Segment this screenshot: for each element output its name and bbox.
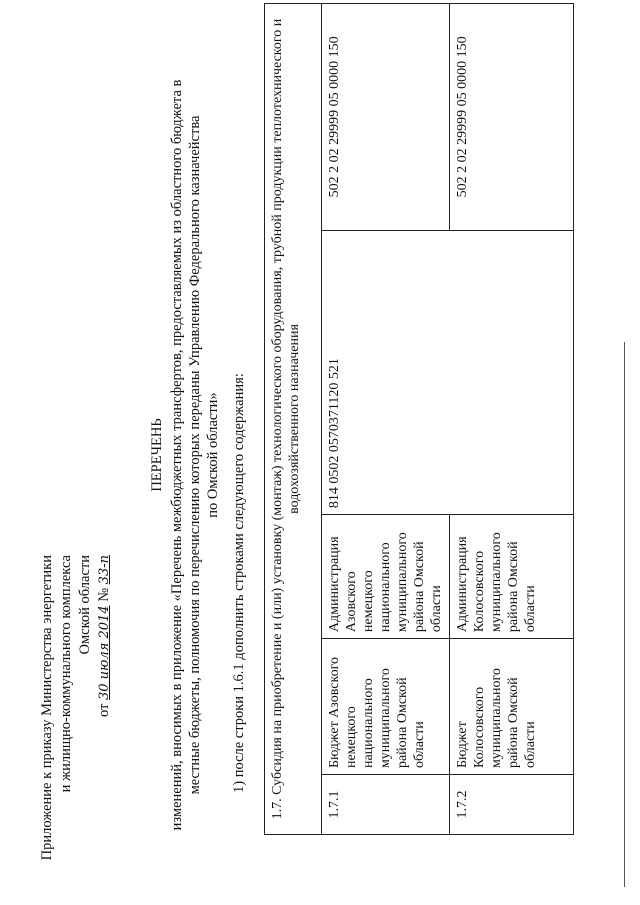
budget-cell: Бюджет Азовского немецкого национального муниципального района Омской области: [322, 639, 450, 775]
approval-date-line: [95, 555, 114, 895]
approval-line-3: Омской области: [77, 555, 93, 655]
approval-line-2: и жилищно-коммунального комплекса: [58, 555, 74, 793]
approval-block: [38, 555, 114, 895]
document-title: ПЕРЕЧЕНЬ: [149, 418, 165, 492]
section-row: [265, 4, 322, 835]
heading-line-2: местные бюджеты, полномочия по перечислению которых переданы Управлению Федерального казначейства: [187, 115, 203, 795]
table-row: [322, 4, 450, 835]
revenue-code-cell: 502 2 02 29999 05 0000 150: [322, 4, 450, 231]
approval-line-1: Приложение к приказу Министерства энергетики: [39, 555, 55, 861]
handwritten-number: 33-п: [97, 555, 112, 585]
from-label: от: [96, 703, 112, 718]
expense-code-cell: 814 0502 0570371120 521: [322, 230, 574, 515]
administrator-cell: Администрация Колосовского муниципального района Омской области: [450, 515, 574, 639]
revenue-code-cell: 502 2 02 29999 05 0000 150: [450, 4, 574, 231]
number-label: №: [96, 587, 112, 602]
footer-rule: [624, 342, 625, 887]
intro-paragraph: 1) после строки 1.6.1 дополнить строками следующего содержания:: [231, 373, 247, 793]
heading-line-3: по Омской области»: [205, 392, 221, 518]
row-number: 1.7.2: [450, 775, 574, 835]
section-title: 1.7. Субсидия на приобретение и (или) установку (монтаж) технологического оборудования, трубной продукции теплотехнического и водохозяйственного назначения: [265, 4, 322, 835]
administrator-cell: Администрация Азовского немецкого национального муниципального района Омской области: [322, 515, 450, 639]
heading-line-1: изменений, вносимых в приложение «Перечень межбюджетных трансфертов, предоставляемых из областного бюджета в: [169, 79, 185, 831]
transfers-table: [264, 3, 574, 835]
budget-cell: Бюджет Колосовского муниципального района Омской области: [450, 639, 574, 775]
handwritten-date: 30 июля 2014: [97, 605, 112, 700]
document-heading: [148, 75, 222, 835]
row-number: 1.7.1: [322, 775, 450, 835]
